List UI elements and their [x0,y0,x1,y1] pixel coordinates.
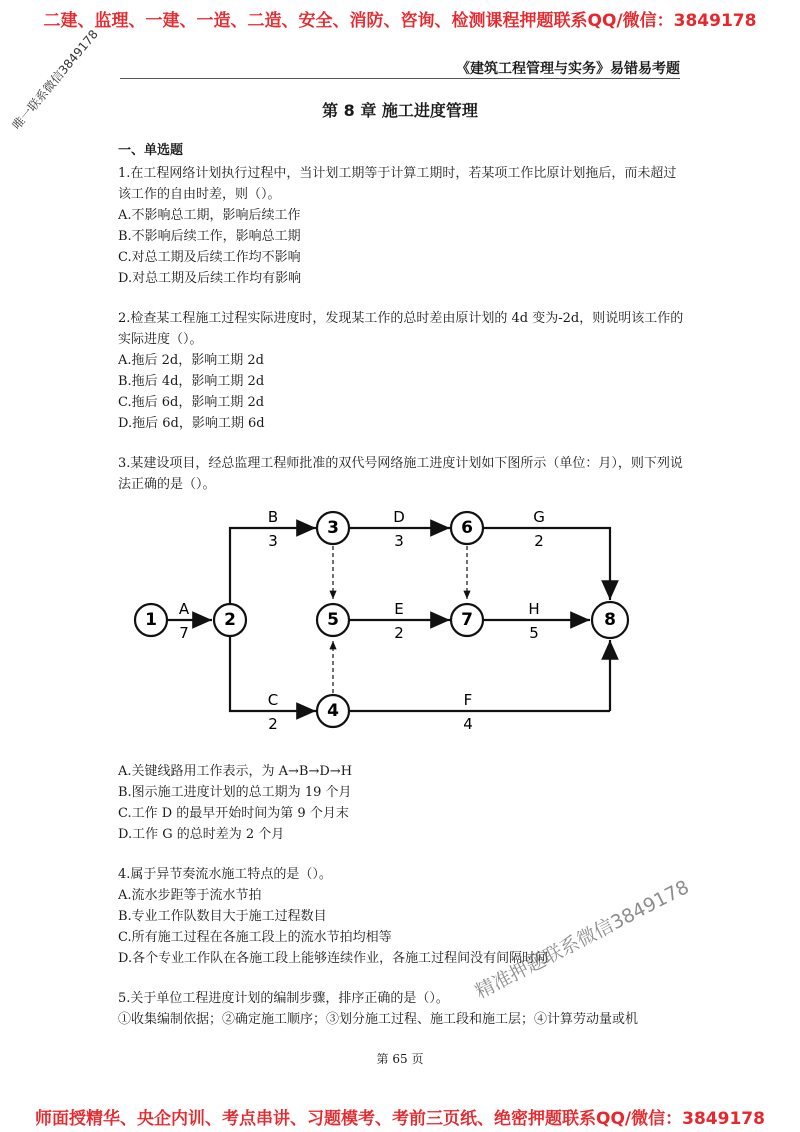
watermark-left: 唯一联系微信3849178 [9,27,101,133]
book-title: 《建筑工程管理与实务》易错易考题 [456,61,680,77]
question-5 [118,988,684,1030]
activity-f-name: F [463,691,473,709]
svg-text:8: 8 [604,610,616,630]
option-d: D.对总工期及后续工作均有影响 [118,271,302,286]
option-c: C.工作 D 的最早开始时间为第 9 个月末 [118,806,349,821]
top-banner: 二建、监理、一建、一造、二造、安全、消防、咨询、检测课程押题联系QQ/微信：3849178 [43,11,757,31]
question-stem: 4.属于异节奏流水施工特点的是（）。 [118,867,332,882]
svg-text:2: 2 [224,610,236,630]
option-b: B.专业工作队数目大于施工过程数目 [118,909,327,924]
svg-text:7: 7 [461,610,473,630]
bottom-banner: 师面授精华、央企内训、考点串讲、习题模考、考前三页纸、绝密押题联系QQ/微信：3849178 [35,1109,765,1129]
node-7 [451,604,483,636]
header-divider [120,78,680,79]
question-stem: 3.某建设项目，经总监理工程师批准的双代号网络施工进度计划如下图所示（单位：月），则下列说法正确的是（）。 [118,456,683,492]
activity-f-duration: 4 [463,715,473,733]
activity-g-duration: 2 [534,532,544,550]
activity-b-duration: 3 [268,532,278,550]
question-stem: 5.关于单位工程进度计划的编制步骤，排序正确的是（）。 [118,991,449,1006]
option-c: C.对总工期及后续工作均不影响 [118,250,301,265]
question-4 [118,864,684,969]
node-2 [214,604,246,636]
option-b: B.不影响后续工作，影响总工期 [118,229,301,244]
network-diagram [118,496,638,741]
question-stem: 2.检查某工程施工过程实际进度时，发现某工作的总时差由原计划的 4d 变为-2d，则说明该工作的实际进度（）。 [118,311,684,347]
svg-text:3: 3 [327,518,339,538]
option-steps: ①收集编制依据；②确定施工顺序；③划分施工过程、施工段和施工层；④计算劳动量或机 [118,1012,639,1027]
option-b: B.图示施工进度计划的总工期为 19 个月 [118,785,352,800]
option-c: C.拖后 6d，影响工期 2d [118,395,265,410]
node-3 [317,512,349,544]
option-a: A.流水步距等于流水节拍 [118,888,262,903]
chapter-title: 第 8 章 施工进度管理 [322,101,478,120]
activity-e-duration: 2 [394,624,404,642]
section-heading: 一、单选题 [118,143,184,158]
edge-g [484,528,610,600]
activity-d-name: D [393,508,405,526]
activity-c-duration: 2 [268,715,278,733]
node-1 [135,604,167,636]
question-stem: 1.在工程网络计划执行过程中，当计划工期等于计算工期时，若某项工作比原计划拖后，而未超过该工作的自由时差，则（）。 [118,166,677,202]
option-a: A.不影响总工期，影响后续工作 [118,208,301,223]
activity-e-name: E [394,600,404,618]
svg-text:4: 4 [327,701,339,721]
question-1 [118,163,684,289]
node-8 [592,602,628,638]
node-5 [317,604,349,636]
option-d: D.工作 G 的总时差为 2 个月 [118,827,285,842]
svg-text:1: 1 [145,610,157,630]
option-a: A.关键线路用工作表示，为 A→B→D→H [118,764,353,779]
activity-b-name: B [267,508,279,526]
question-2 [118,308,684,434]
node-6 [451,512,483,544]
activity-h-duration: 5 [529,624,539,642]
activity-a-duration: 7 [179,624,189,642]
option-b: B.拖后 4d，影响工期 2d [118,374,265,389]
page-number: 第 65 页 [376,1052,424,1066]
activity-h-name: H [528,600,540,618]
svg-text:5: 5 [327,610,339,630]
node-4 [317,695,349,727]
svg-text:6: 6 [461,518,473,538]
activity-a-name: A [178,600,190,618]
option-a: A.拖后 2d，影响工期 2d [118,353,264,368]
activity-g-name: G [533,508,545,526]
watermark-right: 精准押题联系微信3849178 [471,876,693,1004]
option-d: D.各个专业工作队在各施工段上能够连续作业，各施工过程间没有间隔时间 [118,951,549,966]
activity-d-duration: 3 [394,532,404,550]
option-d: D.拖后 6d，影响工期 6d [118,416,265,431]
option-c: C.所有施工过程在各施工段上的流水节拍均相等 [118,930,392,945]
activity-c-name: C [267,691,279,709]
